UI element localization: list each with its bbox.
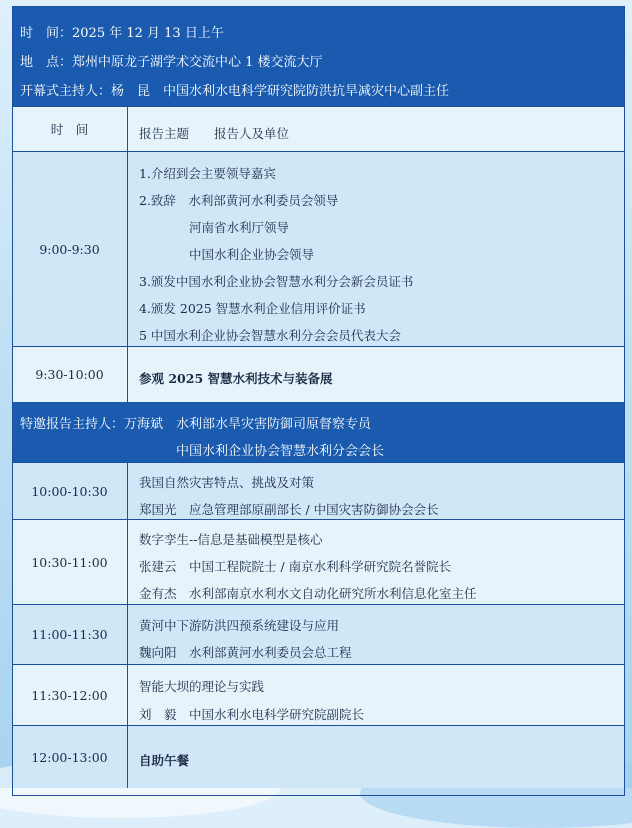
report-title: 我国自然灾害特点、挑战及对策 [139, 475, 315, 490]
agenda-item: 4.颁发 2025 智慧水利企业信用评价证书 [139, 301, 366, 316]
speaker: 魏向阳 水利部黄河水利委员会总工程 [139, 645, 352, 660]
agenda-item: 中国水利企业协会领导 [139, 247, 315, 262]
venue-line: 地 点：郑州中原龙子湖学术交流中心 1 楼交流大厅 [20, 55, 323, 70]
speaker: 金有杰 水利部南京水利水文自动化研究所水利信息化室主任 [139, 586, 477, 601]
speaker: 刘 毅 中国水利水电科学研究院副院长 [139, 707, 365, 722]
agenda-item: 2.致辞 水利部黄河水利委员会领导 [139, 193, 339, 208]
session-time: 11:00-11:30 [12, 605, 128, 664]
topic-column-header: 报告主题 报告人及单位 [139, 126, 290, 141]
agenda-item: 5 中国水利企业协会智慧水利分会会员代表大会 [139, 328, 401, 343]
date-line: 时 间：2025 年 12 月 13 日上午 [20, 26, 224, 41]
agenda-item: 参观 2025 智慧水利技术与装备展 [139, 371, 333, 386]
session-time: 9:30-10:00 [12, 347, 128, 402]
report-title: 数字孪生--信息是基础模型是核心 [139, 532, 323, 547]
agenda-item: 1.介绍到会主要领导嘉宾 [139, 166, 276, 181]
special-host-line: 特邀报告主持人：万海斌 水利部水旱灾害防御司原督察专员 [20, 417, 372, 432]
session-time: 12:00-13:00 [12, 726, 128, 788]
agenda-item: 自助午餐 [139, 753, 190, 768]
special-host-line: 中国水利企业协会智慧水利分会会长 [20, 444, 385, 459]
speaker: 张建云 中国工程院院士 / 南京水利科学研究院名誉院长 [139, 559, 452, 574]
session-time: 11:30-12:00 [12, 665, 128, 725]
report-title: 黄河中下游防洪四预系统建设与应用 [139, 618, 340, 633]
session-time: 10:00-10:30 [12, 463, 128, 519]
session-time: 10:30-11:00 [12, 520, 128, 604]
speaker: 郑国光 应急管理部原副部长 / 中国灾害防御协会会长 [139, 502, 439, 517]
table-border [12, 6, 625, 796]
host-line: 开幕式主持人：杨 昆 中国水利水电科学研究院防洪抗旱减灾中心副主任 [20, 84, 450, 99]
agenda-item: 3.颁发中国水利企业协会智慧水利分会新会员证书 [139, 274, 414, 289]
agenda-item: 河南省水利厅领导 [139, 220, 290, 235]
report-title: 智能大坝的理论与实践 [139, 679, 265, 694]
time-column-header: 时 间 [12, 107, 128, 151]
session-time: 9:00-9:30 [12, 152, 128, 346]
